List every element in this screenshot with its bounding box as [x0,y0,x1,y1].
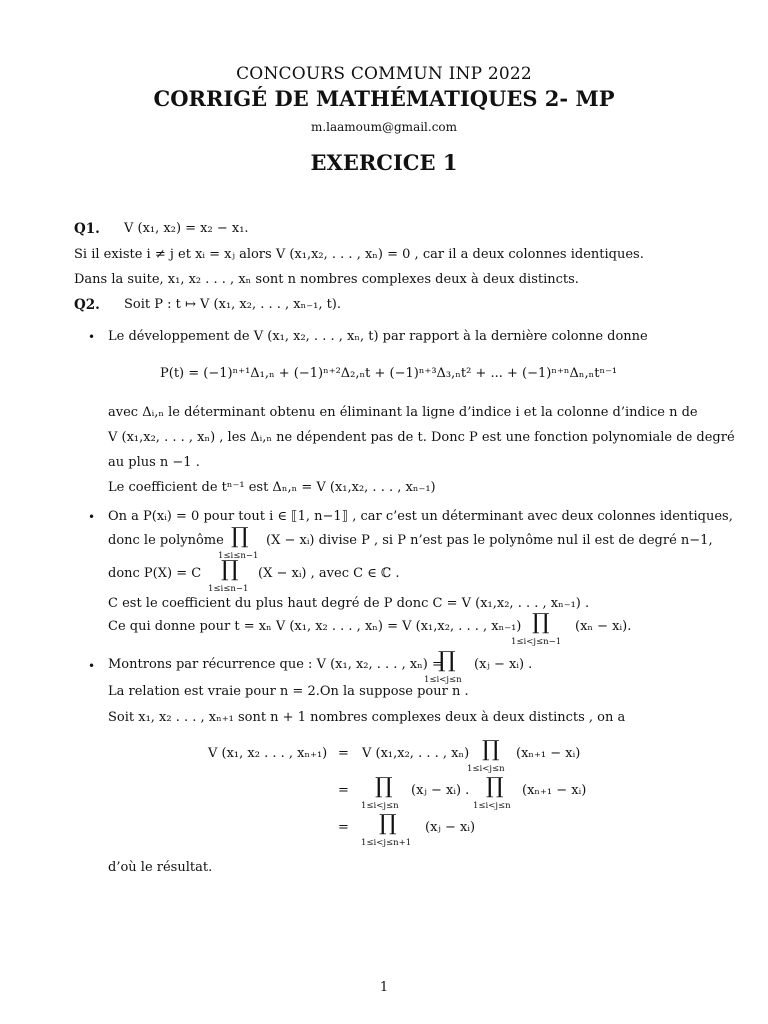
q1-line2: Si il existe i ≠ j et xᵢ = xⱼ alors V (x₁,x₂, . . . , xₙ) = 0 , car il a deux colonnes identiques. [74,247,644,262]
product-symbol: ∏ [379,811,397,836]
q2-label: Q2. [74,297,100,313]
q1-label: Q1. [74,221,100,237]
b3-line2: La relation est vraie pour n = 2.On la suppose pour n . [108,684,469,699]
product-subscript: 1≤i<j≤n [361,801,399,811]
b1-line2: avec Δᵢ,ₙ le déterminant obtenu en éliminant la ligne d’indice i et la colonne d’indice n de [108,405,698,420]
q1-formula: V (x₁, x₂) = x₂ − x₁. [124,221,249,236]
b1-formula: P(t) = (−1)ⁿ⁺¹Δ₁,ₙ + (−1)ⁿ⁺²Δ₂,ₙt + (−1)ⁿ⁺³Δ₃,ₙt² + ... + (−1)ⁿ⁺ⁿΔₙ,ₙtⁿ⁻¹ [160,366,618,381]
product-subscript: 1≤i<j≤n [424,675,462,685]
q1-line3: Dans la suite, x₁, x₂ . . . , xₙ sont n nombres complexes deux à deux distincts. [74,272,579,287]
b2-line5b: (xₙ − xᵢ). [575,619,632,634]
author-email: m.laamoum@gmail.com [310,120,458,134]
b2-line5a: Ce qui donne pour t = xₙ V (x₁, x₂ . . . , xₙ) = V (x₁,x₂, . . . , xₙ₋₁) [108,619,522,634]
b2-line2b: (X − xᵢ) divise P , si P n’est pas le polynôme nul il est de degré n−1, [266,533,713,548]
b2-line2a: donc le polynôme [108,533,224,548]
bullet-3: • [88,659,96,673]
equals-sign: = [338,783,349,798]
product-subscript: 1≤i≤n−1 [218,551,259,561]
equation-row2-factor2: (xₙ₊₁ − xᵢ) [522,783,587,798]
b1-line5: Le coefficient de tⁿ⁻¹ est Δₙ,ₙ = V (x₁,x₂, . . . , xₙ₋₁) [108,480,436,495]
product-symbol: ∏ [438,648,456,673]
bullet-1: • [88,330,96,344]
product-symbol: ∏ [375,774,393,799]
product-subscript: 1≤i<j≤n+1 [361,838,412,848]
q2-intro: Soit P : t ↦ V (x₁, x₂, . . . , xₙ₋₁, t). [124,297,342,312]
b1-line3: V (x₁,x₂, . . . , xₙ) , les Δᵢ,ₙ ne dépendent pas de t. Donc P est une fonction polynomiale de degré [108,430,735,445]
equation-row1-term: V (x₁,x₂, . . . , xₙ) [362,746,470,761]
product-subscript: 1≤i<j≤n−1 [511,637,562,647]
equation-row3-factor: (xⱼ − xᵢ) [425,820,476,835]
b1-line4: au plus n −1 . [108,455,200,470]
b2-line3b: (X − xᵢ) , avec C ∈ ℂ . [258,566,400,581]
b2-line1: On a P(xᵢ) = 0 pour tout i ∈ ⟦1, n−1⟧ , car c’est un déterminant avec deux colonnes identiques, [108,509,733,524]
equation-row2-factor1: (xⱼ − xᵢ) . [411,783,470,798]
product-symbol: ∏ [532,610,550,635]
b3-line3: Soit x₁, x₂ . . . , xₙ₊₁ sont n + 1 nombres complexes deux à deux distincts , on a [108,710,626,725]
b2-line4: C est le coefficient du plus haut degré de P donc C = V (x₁,x₂, . . . , xₙ₋₁) . [108,596,590,611]
product-subscript: 1≤i<j≤n [473,801,511,811]
equation-lhs: V (x₁, x₂ . . . , xₙ₊₁) [208,746,328,761]
product-symbol: ∏ [482,737,500,762]
b1-line1: Le développement de V (x₁, x₂, . . . , xₙ, t) par rapport à la dernière colonne donne [108,329,648,344]
contest-title: CONCOURS COMMUN INP 2022 [236,64,532,84]
product-subscript: 1≤i≤n−1 [208,584,249,594]
product-symbol: ∏ [231,524,249,549]
equals-sign: = [338,820,349,835]
page-number: 1 [379,980,389,995]
product-symbol: ∏ [486,774,504,799]
exercise-title: EXERCICE 1 [310,150,458,175]
equation-row1-factor: (xₙ₊₁ − xᵢ) [516,746,581,761]
document-title: CORRIGÉ DE MATHÉMATIQUES 2- MP [153,86,615,111]
conclusion: d’où le résultat. [108,860,213,875]
bullet-2: • [88,510,96,524]
b2-line3a: donc P(X) = C [108,566,202,581]
b3-line1b: (xⱼ − xᵢ) . [474,657,533,672]
product-symbol: ∏ [221,557,239,582]
equals-sign: = [338,746,349,761]
b3-line1a: Montrons par récurrence que : V (x₁, x₂, . . . , xₙ) = [108,657,443,672]
product-subscript: 1≤i<j≤n [467,764,505,774]
